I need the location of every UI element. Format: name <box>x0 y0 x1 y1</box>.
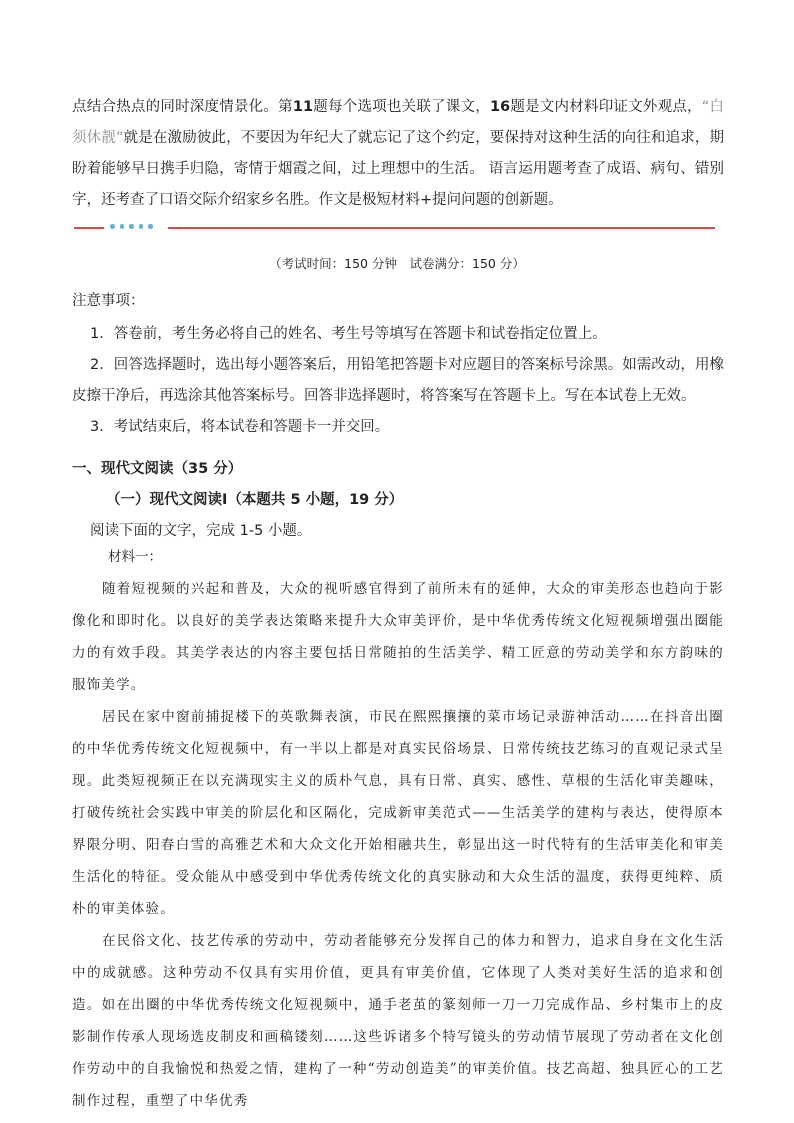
intro-quote: “白须休靓” <box>72 99 725 146</box>
question-number-11: 11 <box>292 99 314 115</box>
divider-dot <box>110 224 115 229</box>
divider-dot <box>129 224 134 229</box>
divider-line-right <box>168 227 715 229</box>
divider-dot <box>139 224 144 229</box>
section-subheading: （一）现代文阅读Ⅰ（本题共 5 小题，19 分） <box>106 492 404 508</box>
intro-paragraph <box>72 92 724 216</box>
exam-time-and-score: （考试时间：150 分钟 试卷满分：150 分） <box>269 256 525 271</box>
notes-item-2: 2．回答选择题时，选出每小题答案后，用铅笔把答题卡对应题目的答案标号涂黑。如需改动，用橡皮擦干净后，再选涂其他答案标号。回答非选择题时，将答案写在答题卡上。写在本试卷上无效。 <box>72 357 724 404</box>
question-number-16: 16 <box>489 99 511 115</box>
section-modern-reading <box>72 454 724 547</box>
intro-text-1: 点结合热点的同时深度情景化。第 <box>72 99 293 115</box>
material-label: 材料一： <box>108 549 162 565</box>
exam-notes <box>72 286 724 443</box>
section-instruction: 阅读下面的文字，完成 1-5 小题。 <box>90 523 312 539</box>
intro-text-4: 就是在激励彼此，不要因为年纪大了就忘记了这个约定，要保持对这种生活的向往和追求，期盼着能够早日携手归隐，寄情于烟霞之间，过上理想中的生活。 语言运用题考查了成语、病句、错别字，还考查了口语交际介绍家乡名胜。作文是极短材料+提问问题的创新题。 <box>72 130 725 208</box>
material-paragraph-2: 居民在家中窗前捕捉楼下的英歌舞表演，市民在熙熙攘攘的菜市场记录游神活动……在抖音出圈的中华优秀传统文化短视频中，有一半以上都是对真实民俗场景、日常传统技艺练习的直观记录式呈现。此类短视频正在以充满现实主义的质朴气息，具有日常、真实、感性、草根的生活化审美趣味，打破传统社会实践中审美的阶层化和区隔化，完成新审美范式——生活美学的建构与表达，使得原本界限分明、阳春白雪的高雅艺术和大众文化开始相融共生，彰显出这一时代特有的生活审美化和审美生活化的特征。受众能从中感受到中华优秀传统文化的真实脉动和大众生活的温度，获得更纯粹、质朴的审美体验。 <box>72 709 724 917</box>
notes-item-3: 3．考试结束后，将本试卷和答题卡一并交回。 <box>90 419 390 435</box>
decorative-divider <box>74 221 715 235</box>
reading-material <box>72 541 724 1117</box>
material-paragraph-3: 在民俗文化、技艺传承的劳动中，劳动者能够充分发挥自己的体力和智力，追求自身在文化生活中的成就感。这种劳动不仅具有实用价值，更具有审美价值，它体现了人类对美好生活的追求和创造。如在出圈的中华优秀传统文化短视频中，通手老茧的篆刻师一刀一刀完成作品、乡村集市上的皮影制作传承人现场选皮制皮和画稿镂刻……这些诉诸多个特写镜头的劳动情节展现了劳动者在文化创作劳动中的自我愉悦和热爱之情，建构了一种“劳动创造美”的审美价值。技艺高超、独具匠心的工艺制作过程，重塑了中华优秀 <box>72 933 724 1109</box>
divider-dots <box>110 224 153 229</box>
divider-line-left <box>74 227 104 229</box>
divider-dot <box>148 224 153 229</box>
notes-title: 注意事项： <box>72 293 145 309</box>
intro-text-2: 题每个选项也关联了课文， <box>313 99 490 115</box>
divider-dot <box>120 224 125 229</box>
notes-item-1: 1．答卷前，考生务必将自己的姓名、考生号等填写在答题卡和试卷指定位置上。 <box>90 326 607 342</box>
material-paragraph-1: 随着短视频的兴起和普及，大众的视听感官得到了前所未有的延伸，大众的审美形态也趋向于影像化和即时化。以良好的美学表达策略来提升大众审美评价，是中华优秀传统文化短视频增强出圈能力的有效手段。其美学表达的内容主要包括日常随拍的生活美学、精工匠意的劳动美学和东方韵味的服饰美学。 <box>72 581 724 693</box>
intro-text-3: 题是文内材料印证文外观点， <box>510 99 702 115</box>
section-heading: 一、现代文阅读（35 分） <box>72 461 243 477</box>
